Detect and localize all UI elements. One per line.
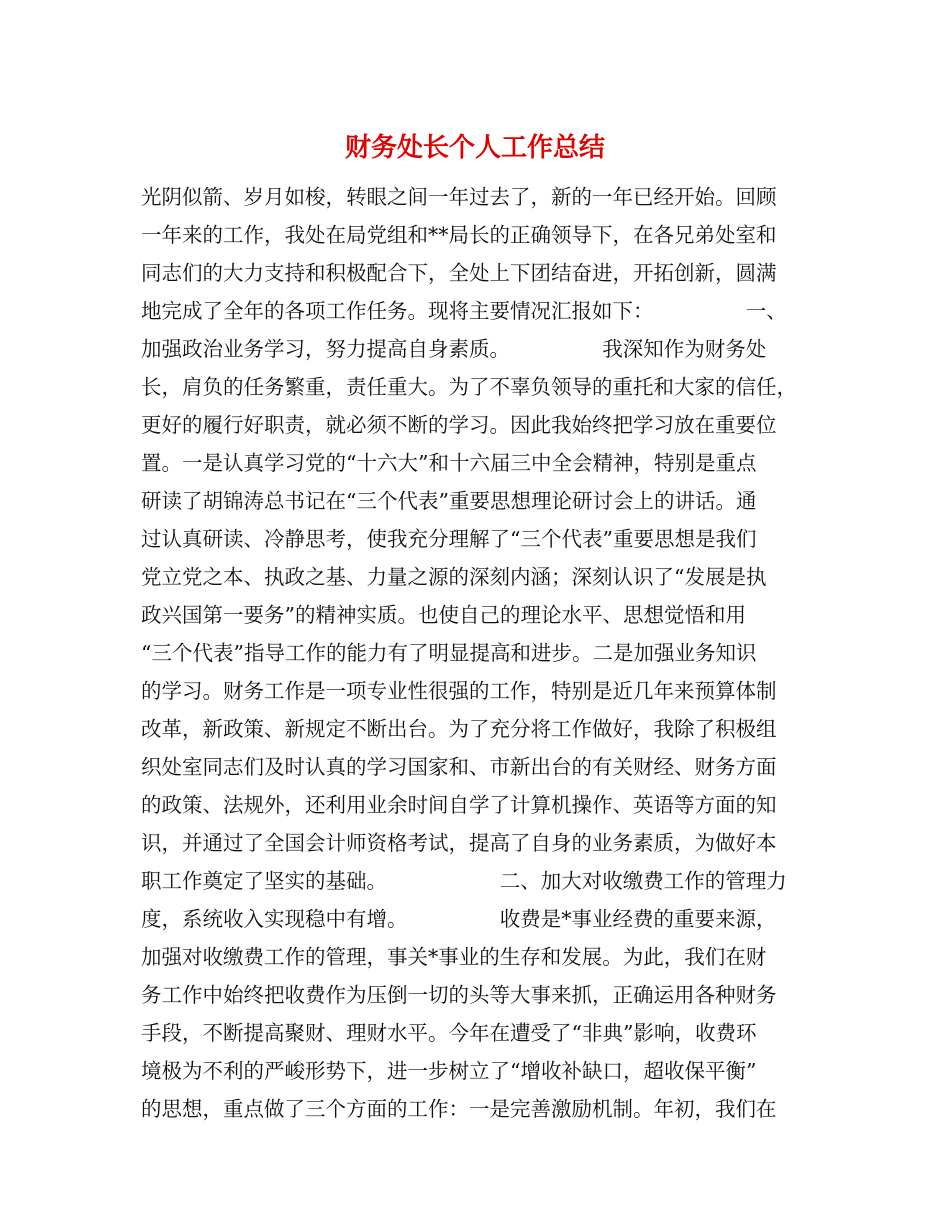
body-line: 务工作中始终把收费作为压倒一切的头等大事来抓，正确运用各种财务 [141,983,777,1007]
body-line: 织处室同志们及时认真的学习国家和、市新出台的有关财经、财务方面 [141,755,777,779]
document-body [141,178,821,1128]
body-line: 的思想，重点做了三个方面的工作：一是完善激励机制。年初，我们在 [141,1097,777,1121]
body-line: 一年来的工作，我处在局党组和**局长的正确领导下，在各兄弟处室和 [141,223,777,247]
body-line: 同志们的大力支持和积极配合下，全处上下团结奋进，开拓创新，圆满 [141,261,777,285]
body-line: 的政策、法规外，还利用业余时间自学了计算机操作、英语等方面的知 [141,793,777,817]
body-line: 境极为不利的严峻形势下，进一步树立了“增收补缺口，超收保平衡” [141,1059,757,1083]
body-line: 识，并通过了全国会计师资格考试，提高了自身的业务素质，为做好本 [141,831,777,855]
body-line: 更好的履行好职责，就必须不断的学习。因此我始终把学习放在重要位 [141,413,777,437]
body-line: 过认真研读、冷静思考，使我充分理解了“三个代表”重要思想是我们 [141,527,757,551]
body-line: 加强对收缴费工作的管理，事关*事业的生存和发展。为此，我们在财 [141,945,767,969]
body-line: 党立党之本、执政之基、力量之源的深刻内涵；深刻认识了“发展是执 [141,565,767,589]
body-line: 的学习。财务工作是一项专业性很强的工作，特别是近几年来预算体制 [141,679,777,703]
body-line: 度，系统收入实现稳中有增。 收费是*事业经费的重要来源， [141,907,777,931]
body-line: “三个代表”指导工作的能力有了明显提高和进步。二是加强业务知识 [141,641,757,665]
body-line: 置。一是认真学习党的“十六大”和十六届三中全会精神，特别是重点 [141,451,757,475]
body-line: 职工作奠定了坚实的基础。 二、加大对收缴费工作的管理力 [141,869,787,893]
body-line: 研读了胡锦涛总书记在“三个代表”重要思想理论研讨会上的讲话。通 [141,489,757,513]
body-line: 长，肩负的任务繁重，责任重大。为了不辜负领导的重托和大家的信任， [141,375,797,399]
body-line: 地完成了全年的各项工作任务。现将主要情况汇报如下： 一、 [141,299,787,323]
body-line: 改革，新政策、新规定不断出台。为了充分将工作做好，我除了积极组 [141,717,777,741]
body-line: 手段，不断提高聚财、理财水平。今年在遭受了“非典”影响，收费环 [141,1021,757,1045]
document-title: 财务处长个人工作总结 [344,133,605,163]
body-line: 政兴国第一要务”的精神实质。也使自己的理论水平、思想觉悟和用 [141,603,746,627]
body-line: 加强政治业务学习，努力提高自身素质。 我深知作为财务处 [141,337,767,361]
body-line: 光阴似箭、岁月如梭，转眼之间一年过去了，新的一年已经开始。回顾 [141,185,777,209]
